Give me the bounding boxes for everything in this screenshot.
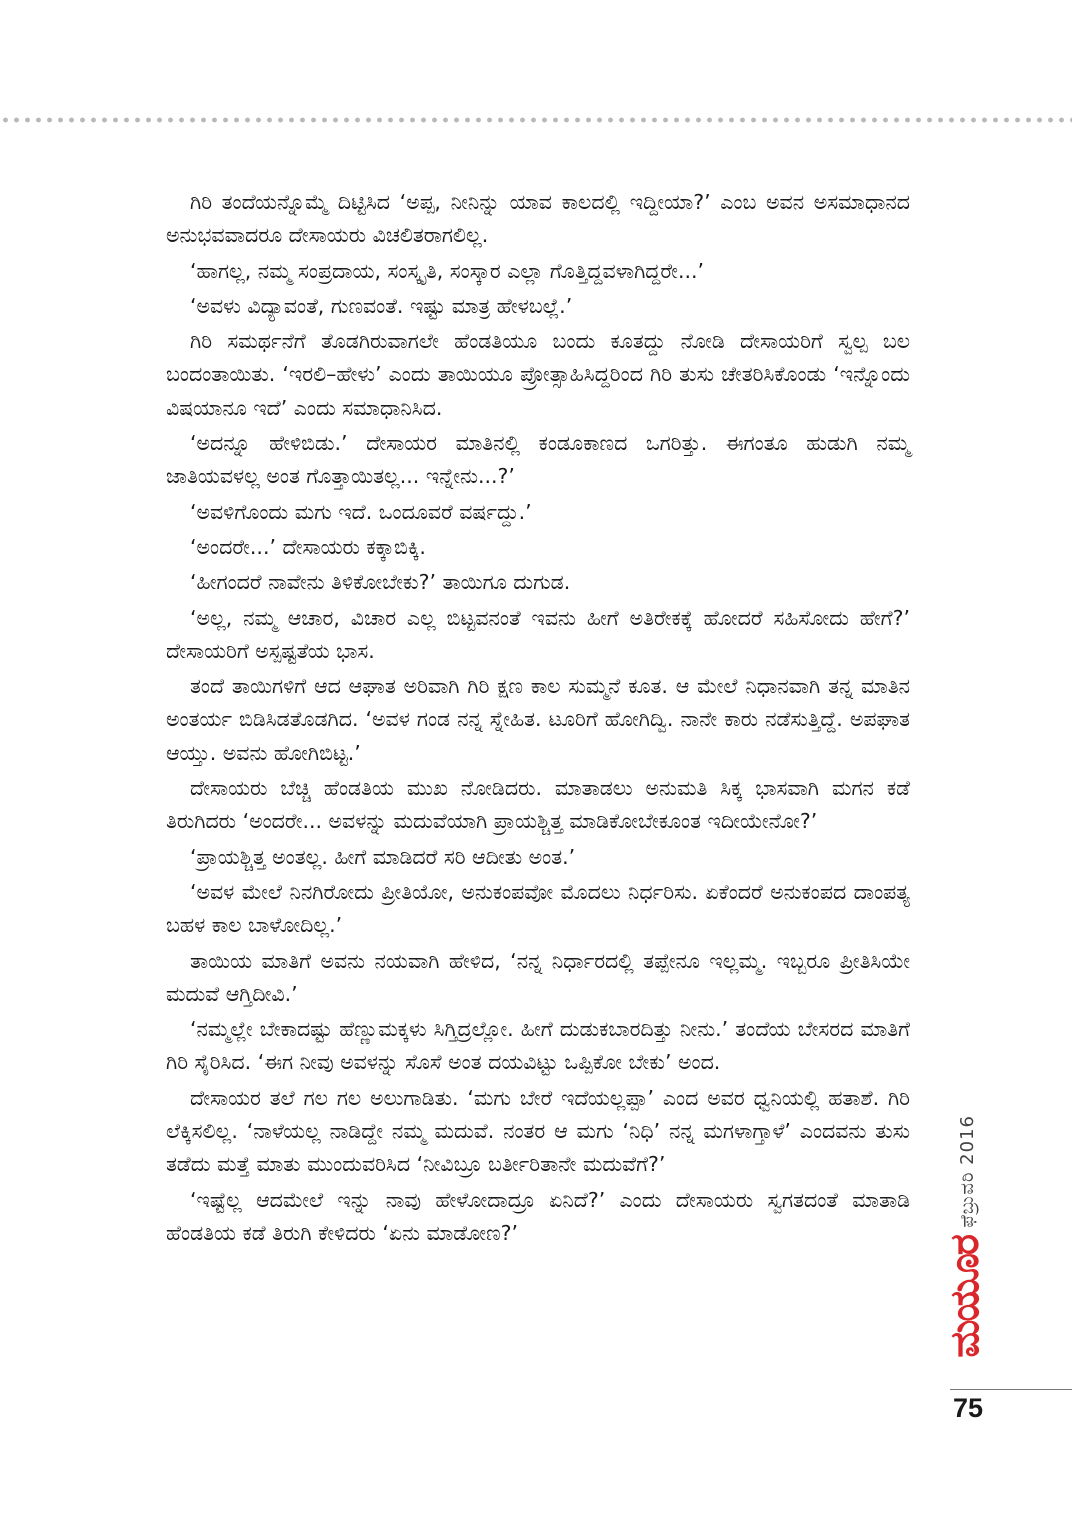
magazine-logo: ಮಯೂರ bbox=[942, 1236, 988, 1358]
page-number: 75 bbox=[953, 1393, 984, 1423]
paragraph: ‘ಅವಳ ಮೇಲೆ ನಿನಗಿರೋದು ಪ್ರೀತಿಯೋ, ಅನುಕಂಪವೋ ಮೊದಲು ನಿರ್ಧರಿಸು. ಏಕೆಂದರೆ ಅನುಕಂಪದ ದಾಂಪತ್ಯ ಬಹಳ ಕಾಲ ಬಾಳೋದಿಲ್ಲ.’ bbox=[166, 879, 910, 938]
paragraph: ತಾಯಿಯ ಮಾತಿಗೆ ಅವನು ನಯವಾಗಿ ಹೇಳಿದ, ‘ನನ್ನ ನಿರ್ಧಾರದಲ್ಲಿ ತಪ್ಪೇನೂ ಇಲ್ಲಮ್ಮ. ಇಬ್ಬರೂ ಪ್ರೀತಿಸಿಯೇ ಮದುವೆ ಆಗ್ತಿದೀವಿ.’ bbox=[166, 948, 910, 1006]
paragraph: ಗಿರಿ ತಂದೆಯನ್ನೊಮ್ಮೆ ದಿಟ್ಟಿಸಿದ ‘ಅಪ್ಪ, ನೀನಿನ್ನು ಯಾವ ಕಾಲದಲ್ಲಿ ಇದ್ದೀಯಾ?’ ಎಂಬ ಅವನ ಅಸಮಾಧಾನದ ಅನುಭವವಾದರೂ ದೇಸಾಯರು ವಿಚಲಿತರಾಗಲಿಲ್ಲ. bbox=[166, 190, 910, 248]
paragraph: ‘ಅವಳು ವಿದ್ಯಾವಂತೆ, ಗುಣವಂತೆ. ಇಷ್ಟು ಮಾತ್ರ ಹೇಳಬಲ್ಲೆ.’ bbox=[190, 293, 573, 318]
story-text bbox=[166, 186, 910, 1252]
paragraph: ದೇಸಾಯರ ತಲೆ ಗಲ ಗಲ ಅಲುಗಾಡಿತು. ‘ಮಗು ಬೇರೆ ಇದೆಯಲ್ಲಪ್ಪಾ’ ಎಂದ ಅವರ ಧ್ವನಿಯಲ್ಲಿ ಹತಾಶೆ. ಗಿರಿ ಲೆಕ್ಕಿಸಲಿಲ್ಲ. ‘ನಾಳೆಯಲ್ಲ ನಾಡಿದ್ದೇ ನಮ್ಮ ಮದುವೆ. ನಂತರ ಆ ಮಗು ‘ನಿಧಿ’ ನನ್ನ ಮಗಳಾಗ್ತಾಳೆ’ ಎಂದವನು ತುಸು ತಡೆದು ಮತ್ತೆ ಮಾತು ಮುಂದುವರಿಸಿದ ‘ನೀವಿಬ್ರೂ ಬರ್ತೀರಿತಾನೇ ಮದುವೆಗೆ?’ bbox=[166, 1085, 910, 1177]
paragraph: ‘ಹಾಗಲ್ಲ, ನಮ್ಮ ಸಂಪ್ರದಾಯ, ಸಂಸ್ಕೃತಿ, ಸಂಸ್ಕಾರ ಎಲ್ಲಾ ಗೊತ್ತಿದ್ದವಳಾಗಿದ್ದರೇ...’ bbox=[190, 258, 705, 283]
paragraph: ‘ನಮ್ಮಲ್ಲೇ ಬೇಕಾದಷ್ಟು ಹೆಣ್ಣುಮಕ್ಕಳು ಸಿಗ್ತಿದ್ರಲ್ಲೋ. ಹೀಗೆ ದುಡುಕಬಾರದಿತ್ತು ನೀನು.’ ತಂದೆಯ ಬೇಸರದ ಮಾತಿಗೆ ಗಿರಿ ಸೈರಿಸಿದ. ‘ಈಗ ನೀವು ಅವಳನ್ನು ಸೊಸೆ ಅಂತ ದಯವಿಟ್ಟು ಒಪ್ಪಿಕೋ ಬೇಕು’ ಅಂದ. bbox=[166, 1017, 910, 1075]
paragraph: ತಂದೆ ತಾಯಿಗಳಿಗೆ ಆದ ಆಘಾತ ಅರಿವಾಗಿ ಗಿರಿ ಕ್ಷಣ ಕಾಲ ಸುಮ್ಮನೆ ಕೂತ. ಆ ಮೇಲೆ ನಿಧಾನವಾಗಿ ತನ್ನ ಮಾತಿನ ಅಂತರ್ಯ ಬಿಡಿಸಿಡತೊಡಗಿದ. ‘ಅವಳ ಗಂಡ ನನ್ನ ಸ್ನೇಹಿತ. ಟೂರಿಗೆ ಹೋಗಿದ್ವಿ. ನಾನೇ ಕಾರು ನಡೆಸುತ್ತಿದ್ದೆ. ಅಪಘಾತ ಆಯ್ತು. ಅವನು ಹೋಗಿಬಿಟ್ಟ.’ bbox=[166, 674, 910, 765]
footer-rule bbox=[950, 1389, 1072, 1390]
paragraph: ‘ಇಷ್ಟೆಲ್ಲ ಆದಮೇಲೆ ಇನ್ನು ನಾವು ಹೇಳೋದಾದ್ರೂ ಏನಿದೆ?’ ಎಂದು ದೇಸಾಯರು ಸ್ವಗತದಂತೆ ಮಾತಾಡಿ ಹೆಂಡತಿಯ ಕಡೆ ತಿರುಗಿ ಕೇಳಿದರು ‘ಏನು ಮಾಡೋಣ?’ bbox=[166, 1187, 910, 1245]
issue-month: ಫೆಬ್ರುವರಿ 2016 bbox=[957, 1115, 978, 1228]
paragraph: ‘ಅಂದರೇ...’ ದೇಸಾಯರು ಕಕ್ಕಾಬಿಕ್ಕಿ. bbox=[190, 534, 426, 559]
paragraph: ‘ಹೀಗಂದರೆ ನಾವೇನು ತಿಳಿಕೋಬೇಕು?’ ತಾಯಿಗೂ ದುಗುಡ. bbox=[190, 570, 571, 595]
dotted-header-rule bbox=[0, 116, 1072, 124]
paragraph: ‘ಅದನ್ನೂ ಹೇಳಿಬಿಡು.’ ದೇಸಾಯರ ಮಾತಿನಲ್ಲಿ ಕಂಡೂಕಾಣದ ಒಗರಿತ್ತು. ಈಗಂತೂ ಹುಡುಗಿ ನಮ್ಮ ಜಾತಿಯವಳಲ್ಲ ಅಂತ ಗೊತ್ತಾಯಿತಲ್ಲ... ಇನ್ನೇನು...?’ bbox=[166, 431, 910, 489]
paragraph: ‘ಪ್ರಾಯಶ್ಚಿತ್ತ ಅಂತಲ್ಲ. ಹೀಗೆ ಮಾಡಿದರೆ ಸರಿ ಆದೀತು ಅಂತ.’ bbox=[190, 844, 576, 869]
paragraph: ಗಿರಿ ಸಮರ್ಥನೆಗೆ ತೊಡಗಿರುವಾಗಲೇ ಹೆಂಡತಿಯೂ ಬಂದು ಕೂತದ್ದು ನೋಡಿ ದೇಸಾಯರಿಗೆ ಸ್ವಲ್ಪ ಬಲ ಬಂದಂತಾಯಿತು. ‘ಇರಲಿ–ಹೇಳು’ ಎಂದು ತಾಯಿಯೂ ಪ್ರೋತ್ಸಾಹಿಸಿದ್ದರಿಂದ ಗಿರಿ ತುಸು ಚೇತರಿಸಿಕೊಂಡು ‘ಇನ್ನೊಂದು ವಿಷಯಾನೂ ಇದೆ’ ಎಂದು ಸಮಾಧಾನಿಸಿದ. bbox=[166, 329, 910, 420]
paragraph: ‘ಅಲ್ಲ, ನಮ್ಮ ಆಚಾರ, ವಿಚಾರ ಎಲ್ಲ ಬಿಟ್ಟವನಂತೆ ಇವನು ಹೀಗೆ ಅತಿರೇಕಕ್ಕೆ ಹೋದರೆ ಸಹಿಸೋದು ಹೇಗೆ?’ ದೇಸಾಯರಿಗೆ ಅಸ್ಪಷ್ಟತೆಯ ಭಾಸ. bbox=[166, 605, 910, 663]
paragraph: ದೇಸಾಯರು ಬೆಚ್ಚಿ ಹೆಂಡತಿಯ ಮುಖ ನೋಡಿದರು. ಮಾತಾಡಲು ಅನುಮತಿ ಸಿಕ್ಕ ಭಾಸವಾಗಿ ಮಗನ ಕಡೆ ತಿರುಗಿದರು ‘ಅಂದರೇ... ಅವಳನ್ನು ಮದುವೆಯಾಗಿ ಪ್ರಾಯಶ್ಚಿತ್ತ ಮಾಡಿಕೋಬೇಕೂಂತ ಇದೀಯೇನೋ?’ bbox=[166, 776, 910, 834]
paragraph: ‘ಅವಳಿಗೊಂದು ಮಗು ಇದೆ. ಒಂದೂವರೆ ವರ್ಷದ್ದು.’ bbox=[190, 499, 532, 524]
